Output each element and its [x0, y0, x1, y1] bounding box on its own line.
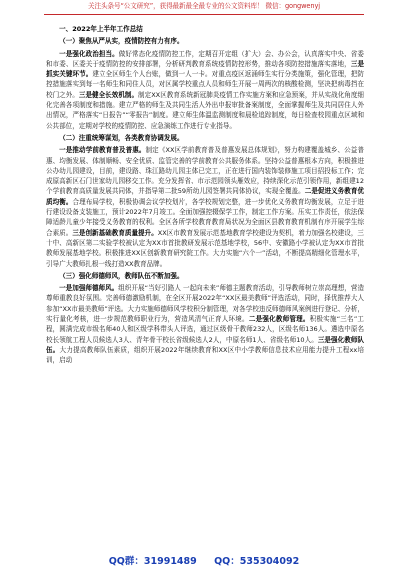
paragraph-lead: 三是强化教师队伍。 [46, 335, 364, 354]
paragraph-lead: 三是抓实关键环节。 [46, 59, 364, 79]
paragraph-2 [46, 145, 364, 269]
paragraph-text: 组织开展“当好引路人 一起向未来”师德主题教育活动，引导教师树立崇高理想，营造尊师重教良好氛围。完善师德激励机制，在全区开展2022年“XX区最美教师”评选活动，同时，择优推荐大人参加“XX市最美教师”评选。大力实施师德师风学校积分制管理，对各学校违反师德师风案例进行登记、分析，实行量化考核，进一步规范教师职业行为，营造风清气正育人环境。 [46, 284, 364, 324]
paragraph-text: 大力提高教师队伍素质，组织开展2022年继续教育和XX区中小学教师信息技术应用能力提升工程xx培训，启动 [46, 345, 364, 365]
footer-qq-group: QQ群：31991489 [108, 556, 197, 567]
paragraph-lead: 一是推动学前教育普及普惠。 [59, 146, 146, 155]
paragraph-text: 建立全区师生个人台账，做到一人一卡。对重点疫区返涌师生实行分类施策，强化管理，把防控措施落实到每一名师生和同住人员，对区属学校重点人员和师生开展一周两次的核酸检测，坚决把病毒挡在校门之外。 [46, 70, 364, 99]
subsection-title-2: （二）注重统筹谋划，各类教育协调发展。 [59, 133, 184, 142]
paragraph-text: XX区市教育发展示范基地教育学校建设为契机，着力加强名校建设，三十中、高新区第二实验学校被认定为XX市首批教研发展示范基地学校，56中、安徽路小学被认定为XX市首批教师发展基地学校。积极推进XX区创新教育研究院工作。大力实施“六个一”活动，不断提高精细化管理水平，引导广大教师扎根一线打造XX教育品牌。 [46, 228, 364, 268]
paragraph-text: 制定XX区教育系统新冠肺炎疫情工作实施方案和应急预案，并从实战化角度细化完善各项制度和措施。建立严格的师生及共同生活人外出申报审批备案制度，全面掌握师生及共同居住人外出情况，严格落实“日报告”“零报告”制度。建立师生体温监测制度和晨检追踪制度，每日检查校园重点区域和公共部位，定期对学校的疫情防控、应急演练工作进行专业指导。 [46, 90, 364, 130]
paragraph-lead: 二是促进义务教育优质均衡。 [46, 187, 364, 206]
paragraph-text: 做好常态化疫情防控工作，定期召开定组（扩大）会、办公会，认真落实中央、省委和市委、区委关于疫情防控的安排部署，分析研判教育系统疫情防控形势，推动各项防控措施落实落地， [46, 49, 364, 68]
subsection-title-1: （一）聚焦从严从实，疫情防控有力有序。 [59, 37, 184, 46]
paragraph-lead: 一是强化政治担当。 [59, 49, 119, 58]
paragraph-lead: 二是强化教师管理。 [248, 315, 310, 324]
subsection-title-3: （三）强化师德师风，教师队伍不断加强。 [59, 271, 184, 280]
document-body [46, 24, 364, 544]
footer-qq: QQ：535304092 [214, 556, 300, 567]
paragraph-text: 积极实施“三名”工程，圆满完成市级名师40人和区级学科带头人评选，通过区级骨干教师232人，区级名师136人。遴选中原名校长领航工程人员候选人3人、青年骨干校长省级候选人2人，中原名师1人、省级名师10人。 [46, 315, 364, 344]
banner-text: 关注头条号“公文研究”，获得最新最全最专业的公文资料库！ 微信：gongwenyj [88, 2, 320, 10]
paragraph-text: 制定《XX区学前教育普及普惠发展总体规划》，努力构建覆盖城乡、公益普惠、均衡发展、体制顺畅、安全优质、监管完善的学前教育公共服务体系。坚持公益普惠根本方向，积极推进公办幼儿园建设，目前，建设路、珠江路幼儿园主体已完工，正在进行国内装饰装修施工项目招投标工作；完成原高新区石门世家幼儿园移交工作。充分发挥省、市示范园领头雁效应，持续深化示范引领作用，新组建12个学前教育高质量发展共同体，并指导第二批59所幼儿园签署共同体协议，实现全覆盖。 [46, 146, 364, 196]
paragraph-lead: 一是加强师德师风。 [59, 284, 119, 293]
paragraph-1 [46, 49, 364, 131]
paragraph-lead: 三是健全长效机制。 [78, 90, 139, 99]
banner-divider [44, 14, 364, 15]
paragraph-text: 合理布局学校，积极协调会议学校划片，各学校规划完整，进一步优化义务教育均衡发展，立足于进行建设设备支装施工，预计2022年7月竣工。全面加强控辍保学工作，制定工作方案。压实工作责任，依法保障适龄儿童少年接受义务教育的权利。全区各所学校教育教育局状况为全面区县教育教育机制有序开展学生综合素质。 [46, 197, 364, 237]
section-title: 一、2022年上半年工作总结 [59, 25, 143, 33]
footer-contact [0, 553, 408, 567]
paragraph-lead: 三是创新基础教育质量提升。 [72, 228, 158, 237]
paragraph-3 [46, 283, 364, 365]
